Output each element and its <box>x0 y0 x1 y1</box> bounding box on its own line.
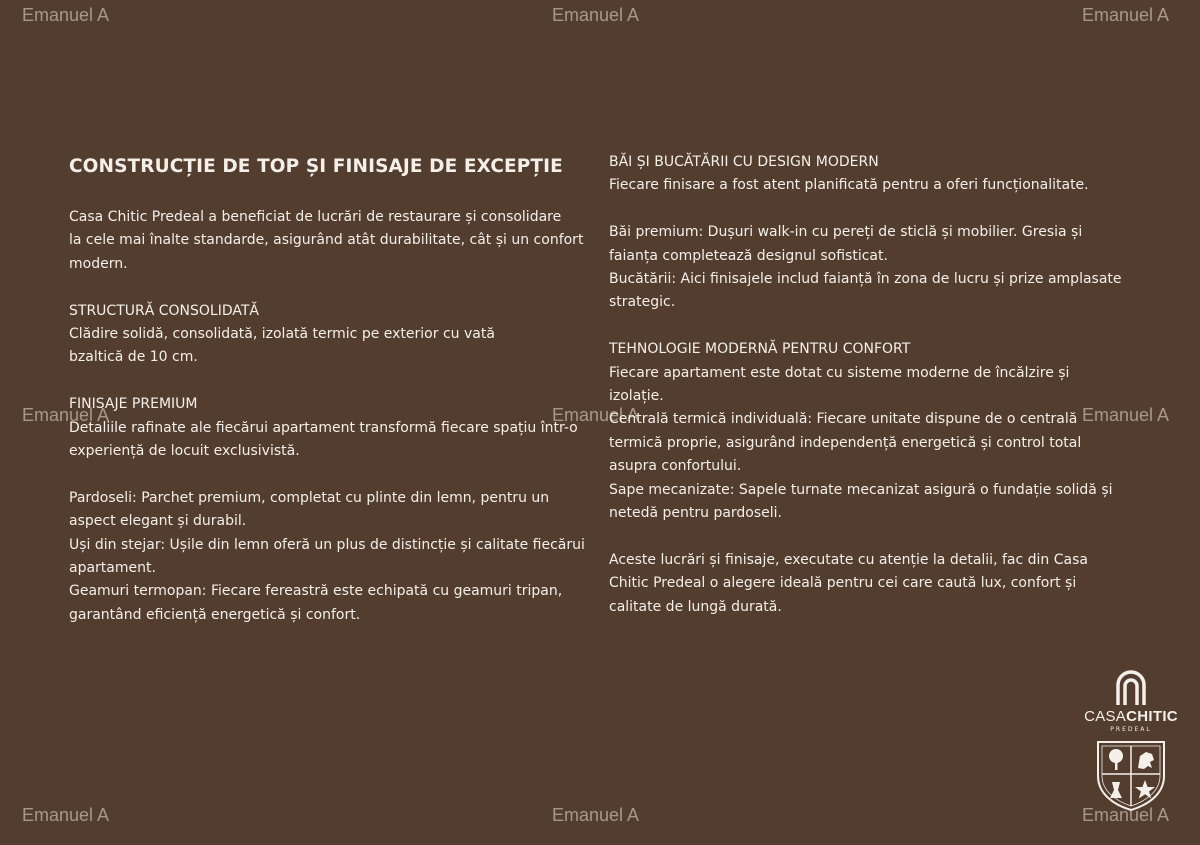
list-item: garantând eficiență energetică și confort. <box>69 606 361 623</box>
list-item: asupra confortului. <box>609 458 742 475</box>
list-item: faianța completează designul sofisticat. <box>609 247 888 264</box>
list-item: Băi premium: Dușuri walk-in cu pereți de sticlă și mobilier. Gresia și <box>609 224 1083 241</box>
arch-logo-icon <box>1114 668 1148 706</box>
closing-line: calitate de lungă durată. <box>609 598 782 615</box>
section-line: experiență de locuit exclusivistă. <box>69 443 300 460</box>
intro-line: la cele mai înalte standarde, asigurând atât durabilitate, cât și un confort <box>69 232 584 249</box>
list-item: netedă pentru pardoseli. <box>609 505 783 522</box>
closing-line: Aceste lucrări și finisaje, executate cu atenție la detalii, fac din Casa <box>609 551 1088 568</box>
list-item: Uși din stejar: Ușile din lemn oferă un plus de distincție și calitate fiecărui <box>69 536 585 553</box>
brand-name: CASACHITIC <box>1084 708 1178 725</box>
watermark: Emanuel A <box>22 405 110 425</box>
list-item: Pardoseli: Parchet premium, completat cu plinte din lemn, pentru un <box>69 489 550 506</box>
section-heading-finishes: FINISAJE PREMIUM <box>69 396 198 413</box>
right-column <box>609 151 1137 619</box>
brand-location: PREDEAL <box>1110 726 1152 733</box>
section-line: izolație. <box>609 388 664 405</box>
page-title: CONSTRUCȚIE DE TOP ȘI FINISAJE DE EXCEPȚIE <box>69 156 563 177</box>
section-heading-technology: TEHNOLOGIE MODERNĂ PENTRU CONFORT <box>609 341 911 358</box>
intro-line: modern. <box>69 255 128 272</box>
closing-line: Chitic Predeal o alegere ideală pentru cei care caută lux, confort și <box>609 575 1077 592</box>
section-heading-structure: STRUCTURĂ CONSOLIDATĂ <box>69 302 259 319</box>
list-item: Centrală termică individuală: Fiecare unitate dispune de o centrală <box>609 411 1078 428</box>
section-line: Detaliile rafinate ale fiecărui apartament transformă fiecare spațiu într-o <box>69 419 578 436</box>
list-item: termică proprie, asigurând independență energetică și control total <box>609 434 1082 451</box>
list-item: Sape mecanizate: Sapele turnate mecanizat asigură o fundație solidă și <box>609 481 1113 498</box>
watermark: Emanuel A <box>552 805 640 825</box>
section-line: Fiecare finisare a fost atent planificată pentru a oferi funcționalitate. <box>609 177 1089 194</box>
watermark: Emanuel A <box>1082 405 1170 425</box>
section-heading-bath-kitchen: BĂI ȘI BUCĂTĂRII CU DESIGN MODERN <box>609 154 879 170</box>
section-line: Fiecare apartament este dotat cu sisteme moderne de încălzire și <box>609 364 1070 381</box>
section-line: bzaltică de 10 cm. <box>69 349 198 366</box>
watermark: Emanuel A <box>1082 5 1170 25</box>
crest-shield-icon <box>1092 736 1170 812</box>
list-item: Geamuri termopan: Fiecare fereastră este echipată cu geamuri tripan, <box>69 583 563 600</box>
intro-line: Casa Chitic Predeal a beneficiat de lucrări de restaurare și consolidare <box>69 209 562 225</box>
watermark: Emanuel A <box>552 5 640 25</box>
list-item: strategic. <box>609 294 676 311</box>
brand-logo <box>1080 668 1182 812</box>
watermark: Emanuel A <box>22 5 110 25</box>
left-column <box>69 206 591 627</box>
list-item: aspect elegant și durabil. <box>69 513 247 530</box>
watermark: Emanuel A <box>22 805 110 825</box>
list-item: apartament. <box>69 560 156 577</box>
watermark: Emanuel A <box>552 405 640 425</box>
section-line: Clădire solidă, consolidată, izolată termic pe exterior cu vată <box>69 326 495 343</box>
watermark: Emanuel A <box>1082 805 1170 825</box>
list-item: Bucătării: Aici finisajele includ faianță în zona de lucru și prize amplasate <box>609 271 1122 288</box>
